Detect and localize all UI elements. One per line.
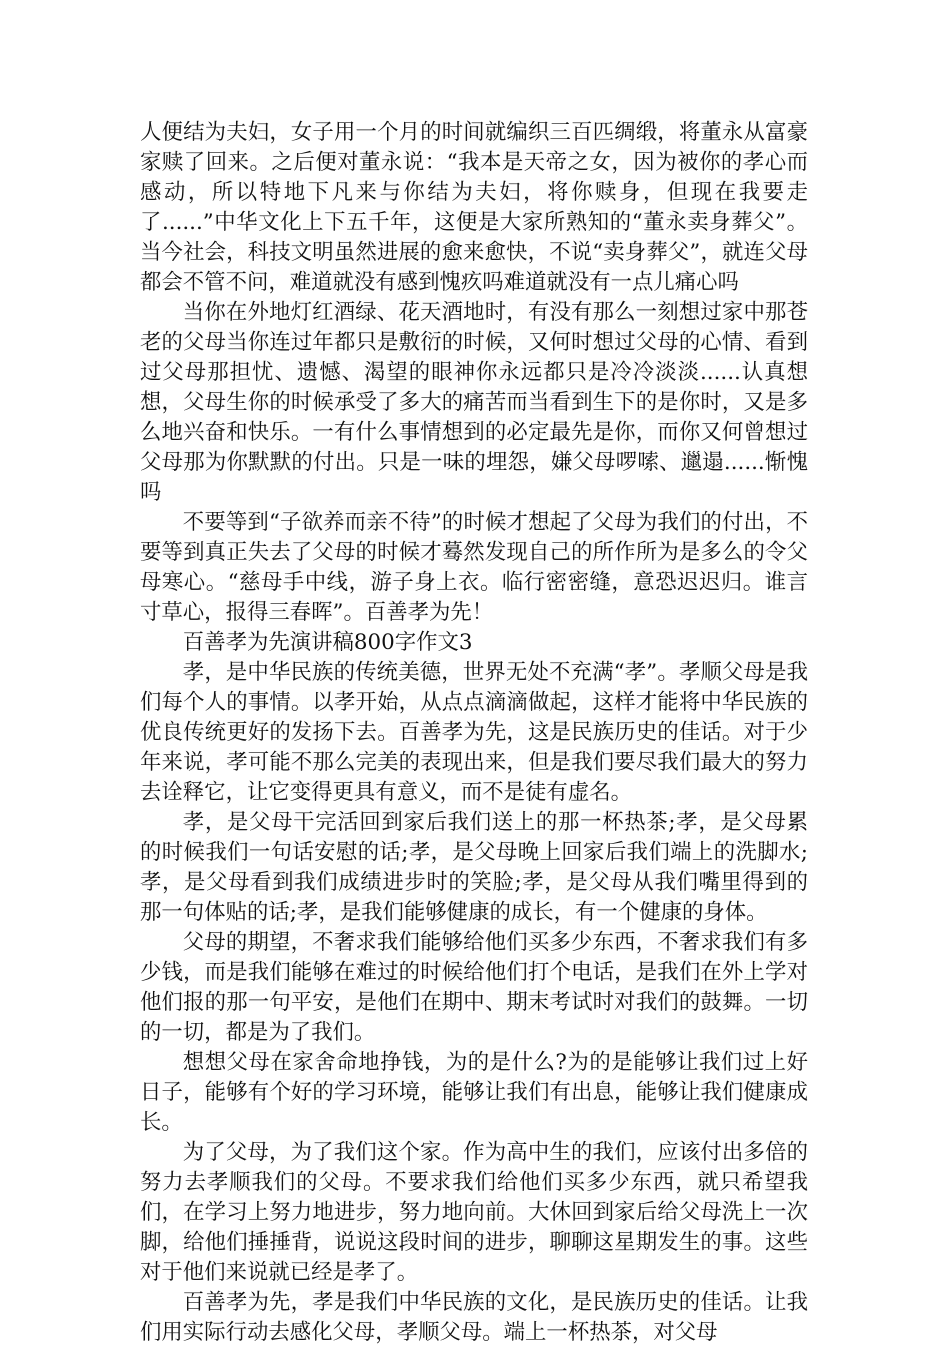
paragraph-1: 人便结为夫妇，女子用一个月的时间就编织三百匹绸缎，将董永从富豪家赎了回来。之后便对董永说：“我本是天帝之女，因为被你的孝心而感动，所以特地下凡来与你结为夫妇，将你赎身，但现在我要走了......”中华文化上下五千年，这便是大家所熟知的“董永卖身葬父”。当今社会，科技文明虽然进展的愈来愈快，不说“卖身葬父”，就连父母都会不管不问，难道就没有感到愧疚吗难道就没有一点儿痛心吗	[140, 120, 808, 295]
paragraph-5: 孝，是父母干完活回到家后我们送上的那一杯热茶;孝，是父母累的时候我们一句话安慰的话;孝，是父母晚上回家后我们端上的洗脚水;孝，是父母看到我们成绩进步时的笑脸;孝，是父母从我们嘴里得到的那一句体贴的话;孝，是我们能够健康的成长，有一个健康的身体。	[140, 810, 808, 925]
section-heading: 百善孝为先演讲稿800字作文3	[182, 630, 473, 655]
paragraph-4: 孝，是中华民族的传统美德，世界无处不充满“孝”。孝顺父母是我们每个人的事情。以孝开始，从点点滴滴做起，这样才能将中华民族的优良传统更好的发扬下去。百善孝为先，这是民族历史的佳话。对于少年来说，孝可能不那么完美的表现出来，但是我们要尽我们最大的努力去诠释它，让它变得更具有意义，而不是徒有虚名。	[140, 660, 808, 805]
paragraph-6: 父母的期望，不奢求我们能够给他们买多少东西，不奢求我们有多少钱，而是我们能够在难过的时候给他们打个电话，是我们在外上学对他们报的那一句平安，是他们在期中、期末考试时对我们的鼓舞。一切的一切，都是为了我们。	[140, 930, 808, 1045]
paragraph-3: 不要等到“子欲养而亲不待”的时候才想起了父母为我们的付出，不要等到真正失去了父母的时候才蓦然发现自己的所作所为是多么的令父母寒心。“慈母手中线，游子身上衣。临行密密缝，意恐迟迟归。谁言寸草心，报得三春晖”。百善孝为先！	[140, 510, 808, 625]
paragraph-7: 想想父母在家舍命地挣钱，为的是什么?为的是能够让我们过上好日子，能够有个好的学习环境，能够让我们有出息，能够让我们健康成长。	[140, 1050, 808, 1135]
document-body	[140, 118, 808, 1348]
paragraph-2: 当你在外地灯红酒绿、花天酒地时，有没有那么一刻想过家中那苍老的父母当你连过年都只是敷衍的时候，又何时想过父母的心情、看到过父母那担忧、遗憾、渴望的眼神你永远都只是冷冷淡淡......认真想想，父母生你的时候承受了多大的痛苦而当看到生下的是你时，又是多么地兴奋和快乐。一有什么事情想到的必定最先是你，而你又何曾想过父母那为你默默的付出。只是一味的埋怨，嫌父母啰嗦、邋遢......惭愧吗	[140, 300, 808, 505]
paragraph-9: 百善孝为先，孝是我们中华民族的文化，是民族历史的佳话。让我们用实际行动去感化父母，孝顺父母。端上一杯热茶，对父母	[140, 1290, 808, 1345]
paragraph-8: 为了父母，为了我们这个家。作为高中生的我们，应该付出多倍的努力去孝顺我们的父母。不要求我们给他们买多少东西，就只希望我们，在学习上努力地进步，努力地向前。大休回到家后给父母洗上一次脚，给他们捶捶背，说说这段时间的进步，聊聊这星期发生的事。这些对于他们来说就已经是孝了。	[140, 1140, 808, 1285]
